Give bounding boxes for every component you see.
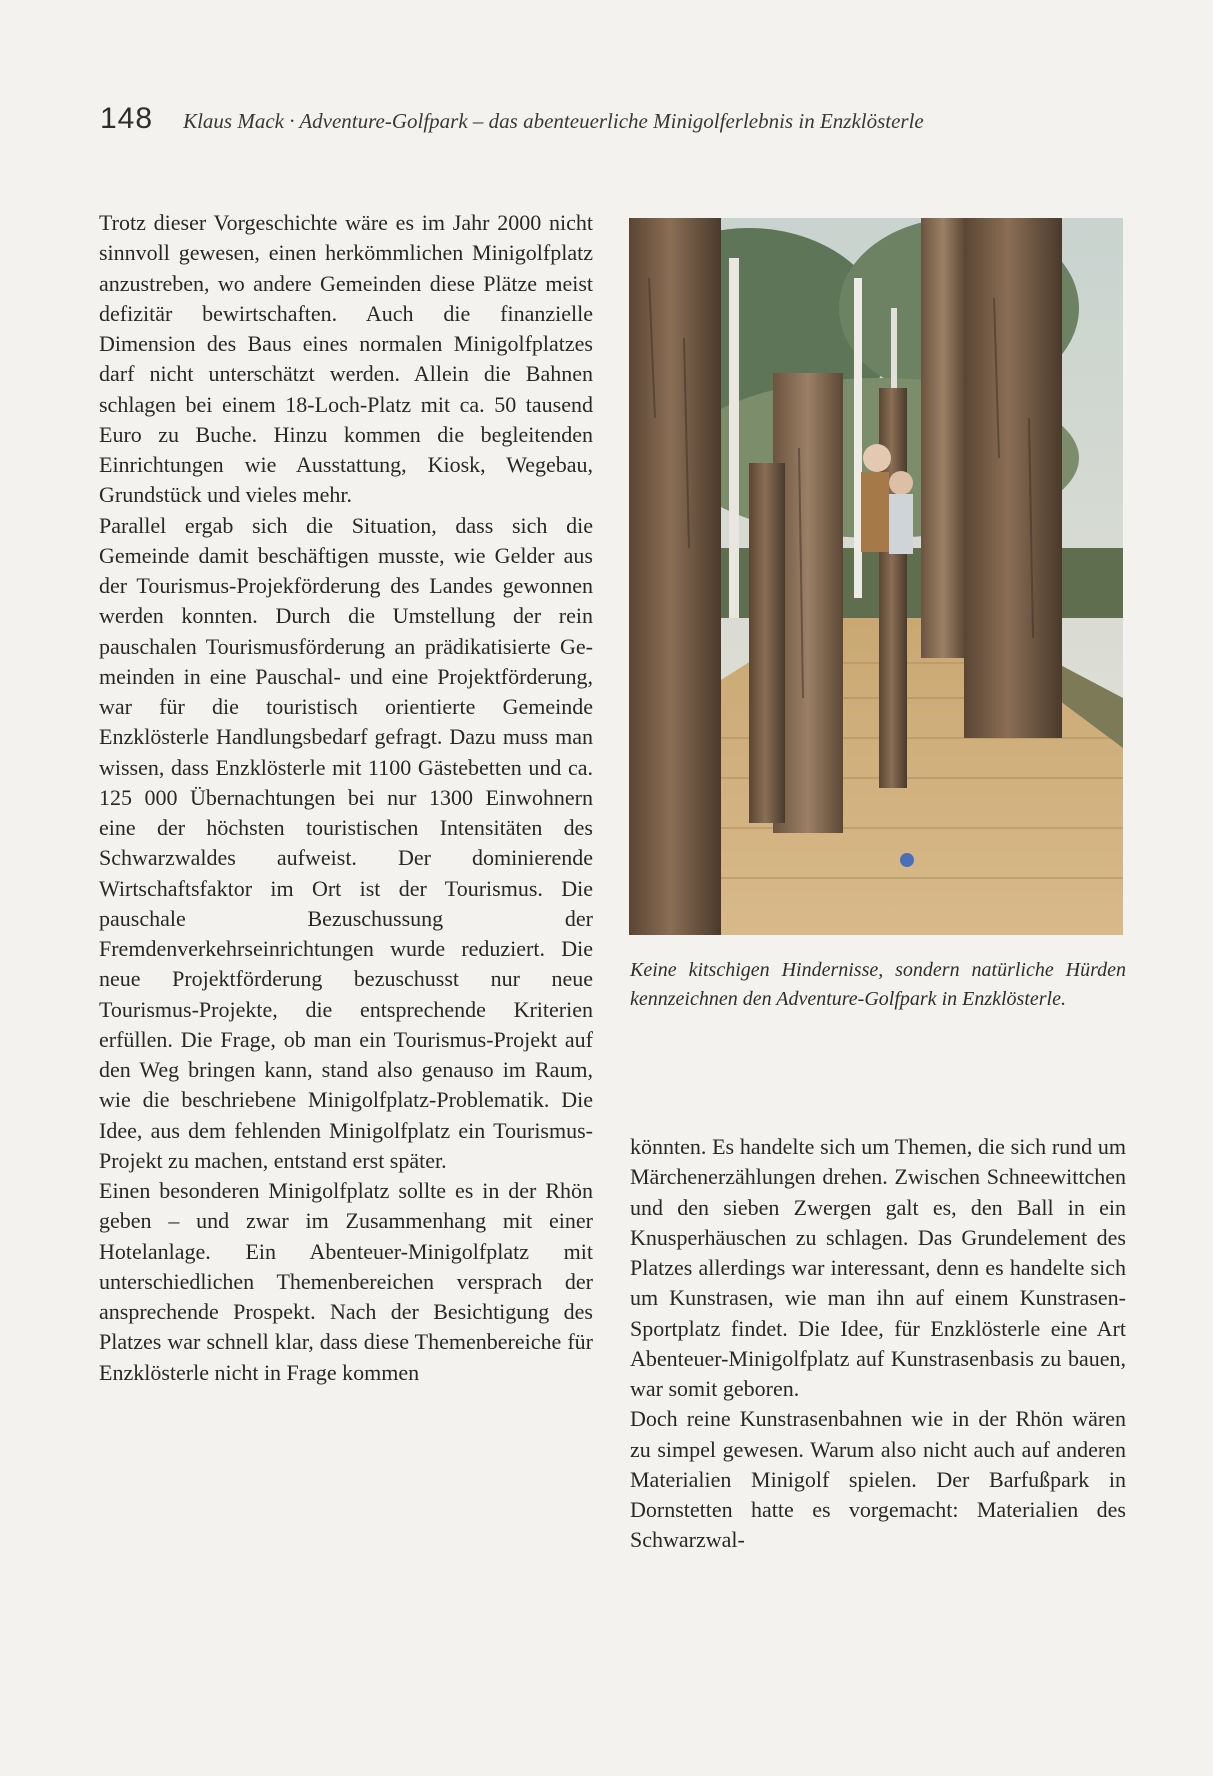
- left-text-column: [99, 208, 593, 1628]
- running-head: Klaus Mack · Adventure-Golfpark – das abenteuerliche Minigolferlebnis in Enzklösterle: [183, 109, 924, 133]
- paragraph: Trotz dieser Vorgeschichte wäre es im Jahr 2000 nicht sinnvoll gewesen, einen herkömmlichen Minigolfplatz anzustreben, wo andere Gemeinden diese Plätze meist defizitär bewirtschaften. Auch die finanzielle Dimension des Baus eines normalen Minigolfplatzes darf nicht unterschätzt werden. Allein die Bahnen schlagen bei einem 18-Loch-Platz mit ca. 50 tausend Euro zu Buche. Hinzu kommen die begleitenden Einrichtungen wie Ausstattung, Kiosk, Wegebau, Grundstück und vieles mehr.: [99, 210, 593, 508]
- paragraph: könnten. Es handelte sich um Themen, die sich rund um Märchenerzählungen drehen. Zwischen Schneewittchen und den sieben Zwergen galt es, den Ball in ein Knusperhäuschen zu schlagen. Das Grundelement des Platzes allerdings war interessant, denn es handelte sich um Kunstrasen, wie man ihn auf einem Kunstrasen-Sportplatz findet. Die Idee, für Enzklösterle eine Art Abenteuer-Minigolfplatz auf Kunstrasenbasis zu bauen, war somit geboren.: [630, 1134, 1126, 1401]
- figure-caption: Keine kitschigen Hindernisse, sondern natürliche Hürden kennzeichnen den Adventure-Golfpark in Enzklösterle.: [630, 959, 1126, 1010]
- paragraph: Parallel ergab sich die Situation, dass sich die Gemeinde damit beschäftigen musste, wie Gelder aus der Tourismus-Projekförderung des Landes gewonnen werden konnten. Durch die Umstellung der rein pauschalen Tourismusförderung an prädikatisierte Gemeinden in eine Pauschal- und eine Projektförderung, war für die touristisch orientierte Gemeinde Enzklösterle Handlungsbedarf gefragt. Dazu muss man wissen, dass Enzklösterle mit 1100 Gästebetten und ca. 125 000 Übernachtungen bei nur 1300 Einwohnern eine der höchsten touristischen Intensitäten des Schwarzwaldes aufweist. Der dominierende Wirtschaftsfaktor im Ort ist der Tourismus. Die pauschale Bezuschussung der Fremdenverkehrseinrichtungen wurde reduziert. Die neue Projektförderung bezuschusst nur neue Tourismus-Projekte, die entsprechende Kriterien erfüllen. Die Frage, ob man ein Tourismus-Projekt auf den Weg bringen kann, stand also genauso im Raum, wie die beschriebene Minigolfplatz-Problematik. Die Idee, aus dem fehlenden Minigolfplatz ein Tourismus-Projekt zu machen, entstand erst später.: [99, 512, 593, 1173]
- paragraph: Einen besonderen Minigolfplatz sollte es in der Rhön geben – und zwar im Zusammenhang mit einer Hotelanlage. Ein Abenteuer-Minigolfplatz mit unterschiedlichen Themenbereichen versprach der ansprechende Prospekt. Nach der Besichtigung des Platzes war schnell klar, dass diese Themenbereiche für Enzklösterle nicht in Frage kommen: [99, 1178, 593, 1385]
- page-number: 148: [100, 102, 154, 135]
- photo-adventure-golfpark: [629, 218, 1123, 935]
- paragraph: Doch reine Kunstrasenbahnen wie in der Rhön wären zu simpel gewesen. Warum also nicht auch auf anderen Materialien Minigolf spielen. Der Barfußpark in Dornstetten hatte es vorgemacht: Materialien des Schwarzwal-: [630, 1406, 1126, 1553]
- photo-illustration: [629, 218, 1123, 935]
- right-text-column: [630, 1132, 1126, 1632]
- page-header: [100, 102, 1060, 136]
